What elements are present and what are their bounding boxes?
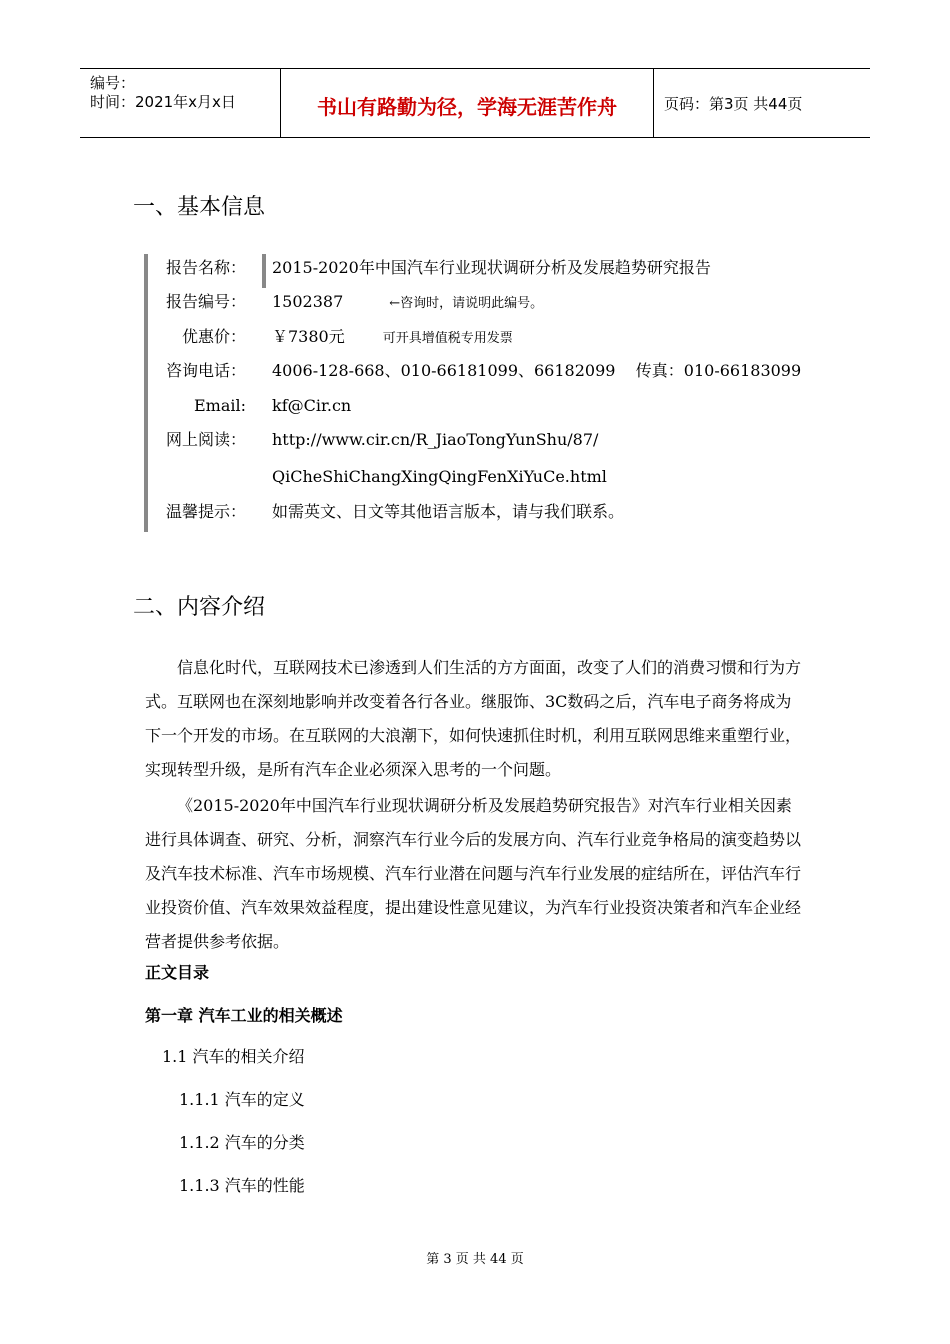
report-no-note: ←咨询时，请说明此编号。 <box>389 296 544 311</box>
motto: 书山有路勤为径，学海无涯苦作舟 <box>317 95 617 119</box>
intro-paragraph-2: 《2015-2020年中国汽车行业现状调研分析及发展趋势研究报告》对汽车行业相关因素进行具体调查、研究、分析，洞察汽车行业今后的发展方向、汽车行业竞争格局的演变趋势以及汽车技术标准、汽车市场规模、汽车行业潜在问题与汽车行业发展的症结所在，评估汽车行业投资价值、汽车效果效益程度，提出建设性意见建议，为汽车行业投资决策者和汽车企业经营者提供参考依据。 <box>145 796 802 951</box>
page-footer: 第 3 页 共 44 页 <box>426 1252 524 1267</box>
email-label: Email: <box>193 396 246 415</box>
web-link-line2[interactable]: QiCheShiChangXingQingFenXiYuCe.html <box>272 467 607 486</box>
time-text: 时间：2021年x月x日 <box>90 93 236 111</box>
tip-label: 温馨提示： <box>165 502 246 521</box>
toc-item-1-1-3: 1.1.3 汽车的性能 <box>179 1176 305 1195</box>
price-note: 可开具增值税专用发票 <box>382 331 513 346</box>
toc-heading: 正文目录 <box>145 963 210 982</box>
header-motto-cell <box>281 69 654 137</box>
web-link-line1[interactable]: http://www.cir.cn/R_JiaoTongYunShu/87/ <box>272 430 599 449</box>
email-link[interactable]: kf@Cir.cn <box>272 396 352 415</box>
toc-item-1-1-2: 1.1.2 汽车的分类 <box>179 1133 305 1152</box>
toc-item-1-1: 1.1 汽车的相关介绍 <box>162 1047 305 1066</box>
page-number: 页码：第3页 共44页 <box>664 95 803 113</box>
header-info-cell <box>80 69 281 137</box>
section-title-content: 二、内容介绍 <box>133 595 266 620</box>
phone: 4006-128-668、010-66181099、66182099 传真：010-66183099 <box>272 361 802 380</box>
phone-label: 咨询电话： <box>165 361 246 380</box>
toc-item-1-1-1: 1.1.1 汽车的定义 <box>179 1090 305 1109</box>
header-page-cell <box>654 69 870 137</box>
section-title-basic-info: 一、基本信息 <box>133 195 266 220</box>
info-block <box>144 254 848 532</box>
tip: 如需英文、日文等其他语言版本，请与我们联系。 <box>272 502 625 521</box>
page-header <box>80 68 870 138</box>
report-no: 1502387 <box>272 292 344 311</box>
report-no-label: 报告编号： <box>165 292 246 311</box>
report-name-label: 报告名称： <box>165 258 246 277</box>
intro-paragraph-1: 信息化时代，互联网技术已渗透到人们生活的方方面面，改变了人们的消费习惯和行为方式。互联网也在深刻地影响并改变着各行各业。继服饰、3C数码之后，汽车电子商务将成为下一个开发的市场。在互联网的大浪潮下，如何快速抓住时机，利用互联网思维来重塑行业，实现转型升级，是所有汽车企业必须深入思考的一个问题。 <box>145 658 802 779</box>
code-label: 编号： <box>90 74 136 92</box>
divider <box>262 254 266 288</box>
toc-chapter-1: 第一章 汽车工业的相关概述 <box>145 1006 343 1025</box>
price: ￥7380元 <box>272 327 345 346</box>
price-label: 优惠价： <box>181 327 246 346</box>
web-label: 网上阅读： <box>165 430 246 449</box>
report-name: 2015-2020年中国汽车行业现状调研分析及发展趋势研究报告 <box>272 258 711 277</box>
